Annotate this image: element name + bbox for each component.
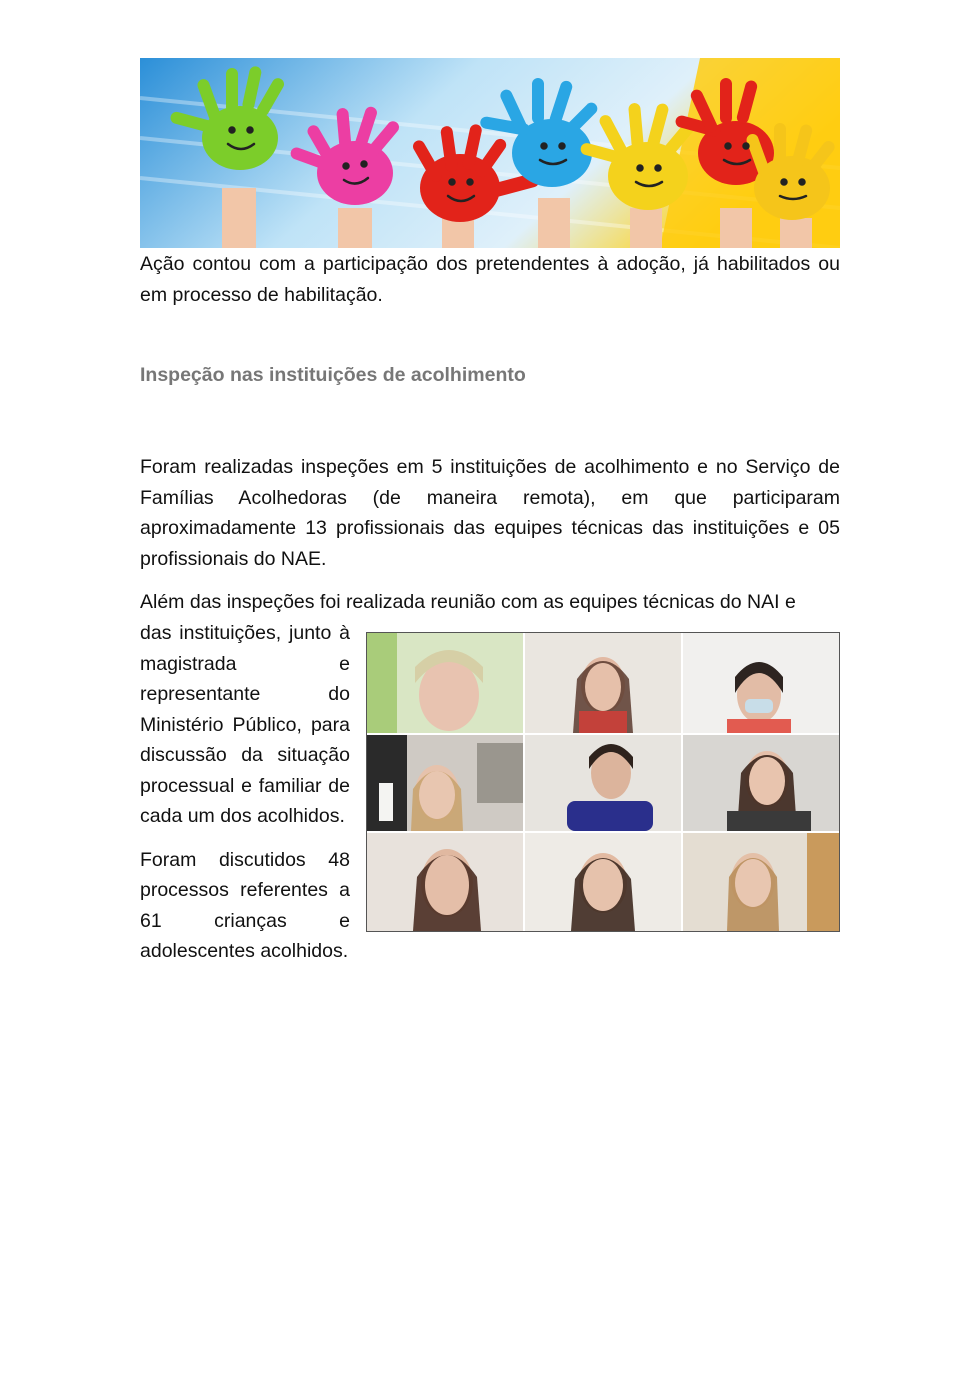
banner-caption: Ação contou com a participação dos pretendentes à adoção, já habilitados ou em processo de habilitação. [140, 253, 840, 306]
banner-image [140, 58, 840, 248]
paragraph-processes: Foram discutidos 48 processos referentes a 61 crianças e adolescentes acolhidos. [140, 848, 350, 962]
section-heading: Inspeção nas instituições de acolhimento [140, 364, 526, 386]
paragraph-meeting-rest: das instituições, junto à magistrada e representante do Ministério Público, para discussão da situação processual e familiar de cada um dos acolhidos. [140, 622, 350, 827]
text-with-image [140, 618, 840, 967]
video-call-image [366, 632, 840, 932]
paragraph-inspections: Foram realizadas inspeções em 5 instituições de acolhimento e no Serviço de Famílias Acolhedoras (de maneira remota), em que participaram aproximadamente 13 profissionais das equipes técnicas das instituições e 05 profissionais do NAE. [140, 456, 840, 570]
paragraph-meeting-first-line: Além das inspeções foi realizada reunião com as equipes técnicas do NAI e [140, 591, 796, 613]
painted-hands-illustration [140, 58, 840, 248]
video-call-grid-image [367, 633, 839, 931]
